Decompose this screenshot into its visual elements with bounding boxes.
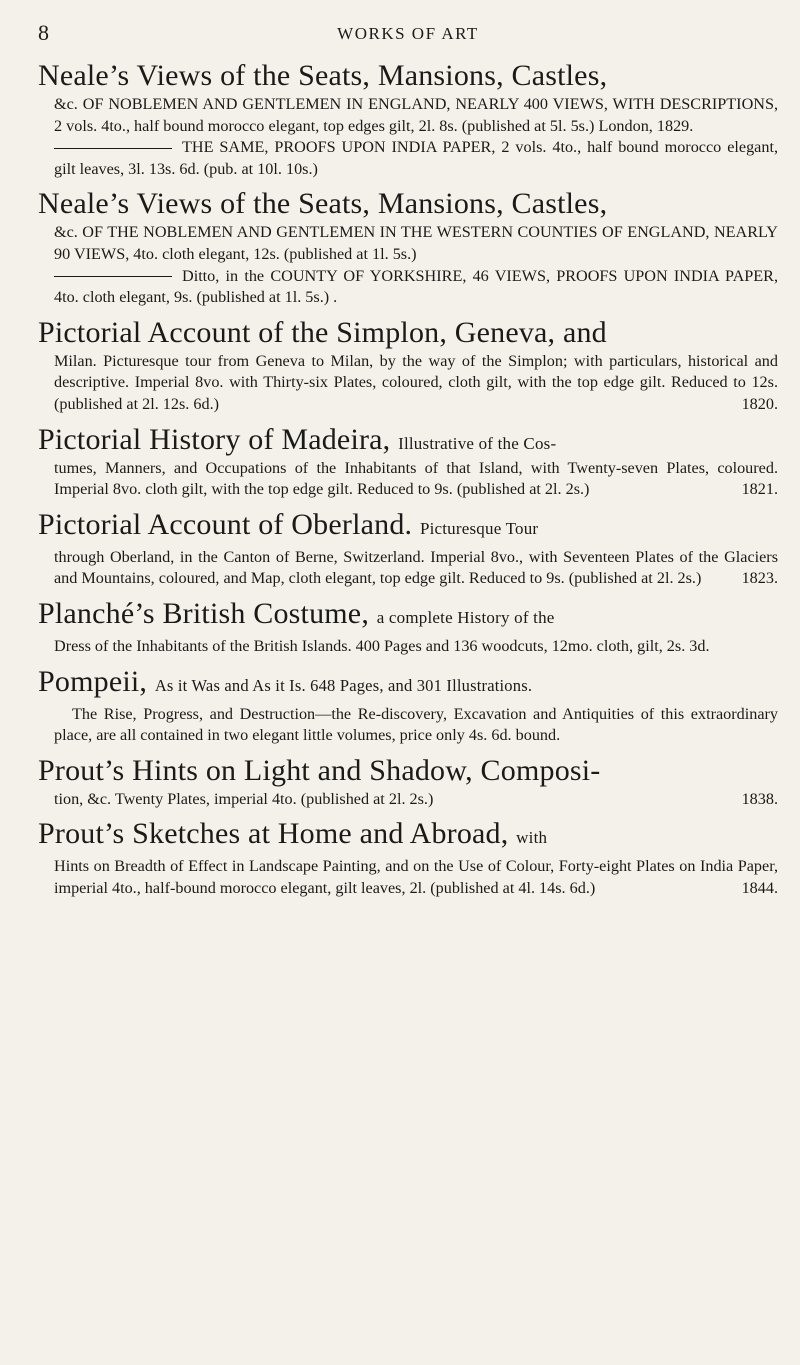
entry-body [38,458,778,501]
running-head: WORKS OF ART [337,24,479,43]
entry-body: The Rise, Progress, and Destruction—the Re-discovery, Excavation and Antiquities of this extraordinary place, are all contained in two elegant little volumes, price only 4s. 6d. bound. [54,704,778,745]
catalogue-entry [38,58,778,180]
entry-title-line [38,507,778,547]
entry-body [38,789,778,811]
entry-title-rest: Picturesque Tour [419,518,539,538]
entry-title: Prout’s Sketches at Home and Abroad, [38,817,509,851]
entry-title-rest: As it Was and As it Is. 648 Pages, and 301 Illustrations. [154,675,533,695]
entry-title-rest: a complete History of the [376,607,555,627]
entry-title: Pictorial History of Madeira, [38,422,391,456]
entry-title-rest: Illustrative of the Cos- [398,433,557,453]
entry-title-rest: with [516,828,548,848]
entry-body-text: tion, &c. Twenty Plates, imperial 4to. (published at 2l. 2s.) [54,789,434,808]
catalogue-entry [38,816,778,899]
entry-sub-text: Ditto, in the COUNTY OF YORKSHIRE, 46 VIEWS, PROOFS UPON INDIA PAPER, 4to. cloth elegant, 9s. (published at 1l. 5s.) . [54,266,778,307]
entry-title: Prout’s Hints on Light and Shadow, Composi- [38,753,601,787]
catalogue-entry [38,422,778,501]
catalogue-entry [38,664,778,747]
catalogue-entry [38,186,778,308]
ditto-rule [54,148,172,149]
entry-year: 1821. [741,480,778,499]
entry-sub-text: THE SAME, PROOFS UPON INDIA PAPER, 2 vols. 4to., half bound morocco elegant, gilt leaves, 3l. 13s. 6d. (pub. at 10l. 10s.) [54,138,778,178]
entry-title: Pictorial Account of Oberland. [38,507,413,541]
entry-year: 1820. [741,394,778,413]
entry-title: Neale’s Views of the Seats, Mansions, Castles, [38,187,608,221]
catalogue-entry [38,596,778,658]
catalogue-entry [38,753,778,811]
page-number: 8 [38,20,49,45]
entry-title-line [38,664,778,704]
entry-body-text: tumes, Manners, and Occupations of the Inhabitants of that Island, with Twenty-seven Plates, coloured. Imperial 8vo. cloth gilt, with the top edge gilt. Reduced to 9s. (published at 2l. 2s.) [54,458,778,499]
entry-body [38,856,778,899]
entry-title: Planché’s British Costume, [38,596,370,630]
entry-sub-item [38,266,778,309]
entry-year: 1838. [741,789,778,808]
entry-body [38,547,778,590]
catalogue-entry [38,315,778,416]
ditto-rule [54,276,172,277]
entry-body-text: Hints on Breadth of Effect in Landscape Painting, and on the Use of Colour, Forty-eight Plates on India Paper, imperial 4to., half-bound morocco elegant, gilt leaves, 2l. (published at 4l. 14s. 6d.) [54,857,778,897]
catalogue-entry [38,507,778,590]
entry-body-text: through Oberland, in the Canton of Berne, Switzerland. Imperial 8vo., with Seventeen Plates of the Glaciers and Mountains, coloured, and Map, cloth elegant, top edge gilt. Reduced to 9s. (published at 2l. 2s.) [54,547,778,588]
entry-title: Pictorial Account of the Simplon, Geneva, and [38,315,607,349]
entry-title: Neale’s Views of the Seats, Mansions, Castles, [38,59,608,92]
entry-title-line [38,816,778,856]
entry-title-line [38,596,778,636]
entry-body-text: Milan. Picturesque tour from Geneva to Milan, by the way of the Simplon; with particulars, historical and descriptive. Imperial 8vo. with Thirty-six Plates, coloured, cloth gilt, with the top edge gilt. Reduced to 12s. (published at 2l. 12s. 6d.) [54,351,778,413]
page-header [38,14,778,52]
entry-year: 1823. [741,569,778,588]
entry-year: 1844. [741,878,778,897]
entry-body: &c. OF THE NOBLEMEN AND GENTLEMEN IN THE WESTERN COUNTIES OF ENGLAND, NEARLY 90 VIEWS, 4to. cloth elegant, 12s. (published at 1l. 5s.) [54,223,778,263]
entry-body [38,351,778,416]
entry-sub-item [38,137,778,180]
entry-title: Pompeii, [38,664,148,698]
entry-body: &c. OF NOBLEMEN AND GENTLEMEN IN ENGLAND, NEARLY 400 VIEWS, WITH DESCRIPTIONS, 2 vols. 4to., half bound morocco elegant, top edges gilt, 2l. 8s. (published at 5l. 5s.) London, 1829. [54,95,778,135]
entry-title-line [38,422,778,458]
entry-body: Dress of the Inhabitants of the British Islands. 400 Pages and 136 woodcuts, 12mo. cloth, gilt, 2s. 3d. [54,636,710,655]
